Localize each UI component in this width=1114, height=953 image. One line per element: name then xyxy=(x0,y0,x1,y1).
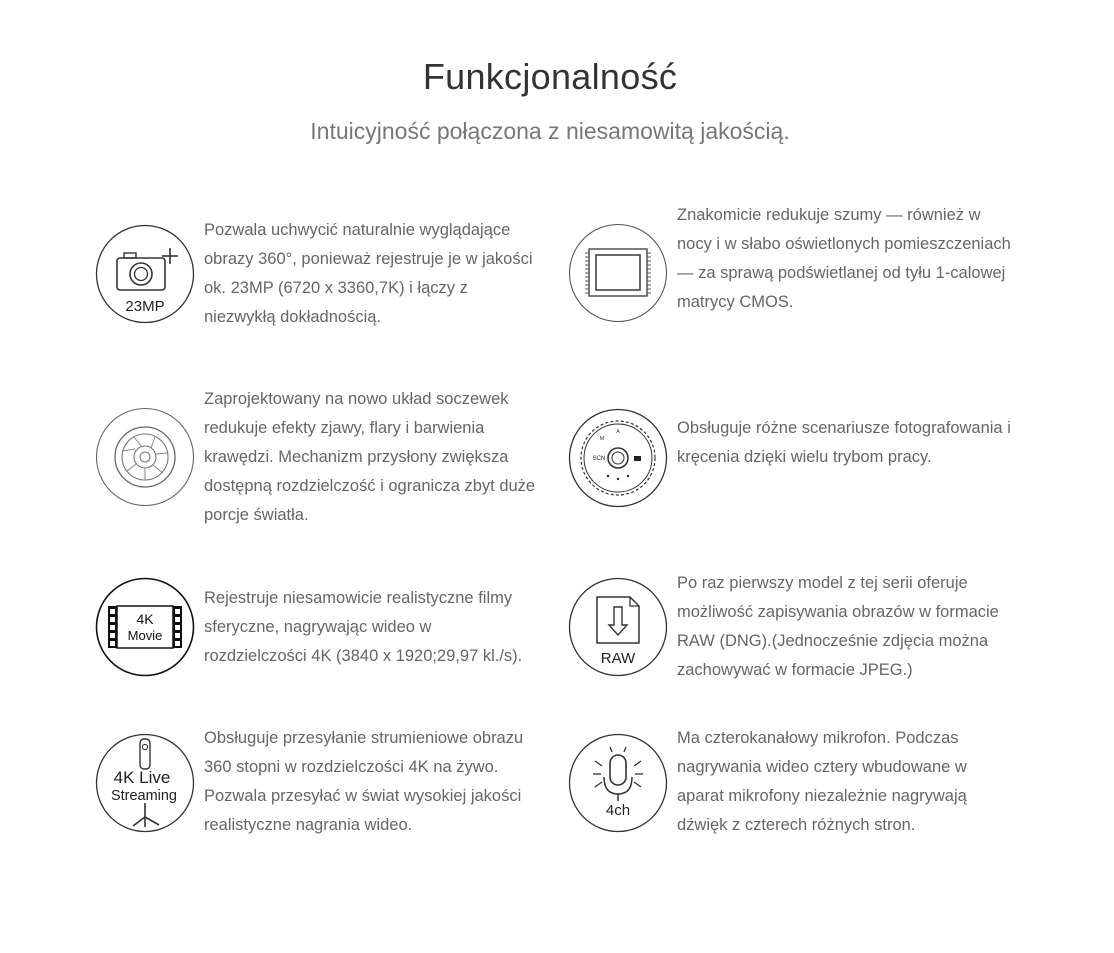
feature-description: Po raz pierwszy model z tej serii oferuje możliwość zapisywania obrazów w formacie RAW (DNG).(Jednocześnie zdjęcia można zachowywać w formacie JPEG.) xyxy=(677,574,999,679)
feature-description: Obsługuje różne scenariusze fotografowania i kręcenia dzięki wielu trybom pracy. xyxy=(677,419,1011,466)
feature-description: Obsługuje przesyłanie strumieniowe obrazu 360 stopni w rozdzielczości 4K na żywo. Pozwala przesyłać w świat wysokiej jakości realistyczne nagrania wideo. xyxy=(204,729,524,834)
lens-icon xyxy=(95,407,195,507)
feature-description: Ma czterokanałowy mikrofon. Podczas nagrywania wideo cztery wbudowane w aparat mikrofony niezależnie nagrywają dźwięk z czterech różnych stron. xyxy=(677,729,967,834)
film-4k-movie-icon xyxy=(95,577,195,677)
icon-label: SCN xyxy=(592,456,606,462)
raw-file-icon xyxy=(568,577,668,677)
feature-description: Zaprojektowany na nowo układ soczewek redukuje efekty zjawy, flary i barwienia krawędzi. Mechanizm przysłony zwiększa dostępną rozdzielczość i ogranicza zbyt duże porcje światła. xyxy=(204,390,536,524)
page-subtitle: Intuicyjność połączona z niesamowitą jakością. xyxy=(310,118,790,144)
feature-description: Znakomicie redukuje szumy — również w nocy i w słabo oświetlonych pomieszczeniach — za sprawą podświetlanej od tyłu 1-calowej matrycy CMOS. xyxy=(677,206,1011,311)
feature-description: Rejestruje niesamowicie realistyczne filmy sferyczne, nagrywając wideo w rozdzielczości 4K (3840 x 1920;29,97 kl./s). xyxy=(204,589,523,665)
page-title: Funkcjonalność xyxy=(422,56,678,97)
icon-label: 23MP xyxy=(125,298,165,315)
live-streaming-icon xyxy=(95,733,195,833)
camera-23mp-icon xyxy=(95,224,195,324)
svg-text:A: A xyxy=(616,429,620,435)
feature-description: Pozwala uchwycić naturalnie wyglądające obrazy 360°, ponieważ rejestruje je w jakości ok. 23MP (6720 x 3360,7K) i łączy z niezwykłą dokładnością. xyxy=(204,221,533,326)
svg-text:M: M xyxy=(599,436,605,442)
svg-text:Streaming: Streaming xyxy=(111,787,177,804)
mode-dial-icon xyxy=(568,408,668,508)
icon-label: 4ch xyxy=(605,802,631,819)
microphone-4ch-icon xyxy=(568,733,668,833)
svg-text:4K: 4K xyxy=(136,611,154,627)
svg-text:Movie: Movie xyxy=(127,628,163,643)
icon-label: RAW xyxy=(600,650,636,667)
cmos-sensor-icon xyxy=(568,223,668,323)
svg-text:4K Live: 4K Live xyxy=(113,768,171,787)
